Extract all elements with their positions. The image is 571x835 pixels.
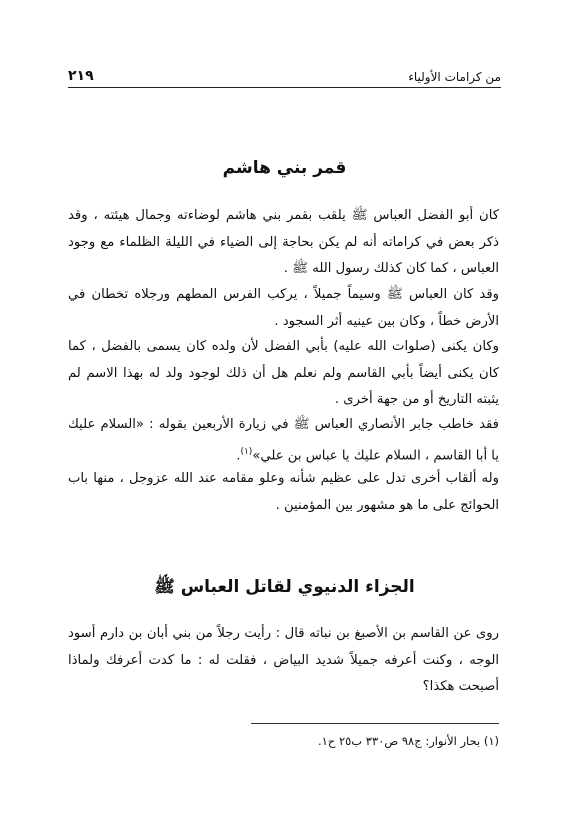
paragraph: روى عن القاسم بن الأصبغ بن نباته قال : رأيت رجلاً من بني أبان بن دارم أسود الوجه ، وكنت أعرفه جميلاً شديد البياض ، فقلت له : ما كدت أعرفك ولماذا أصبحت هكذا؟ xyxy=(68,626,499,694)
page-number: ٢١٩ xyxy=(68,68,94,84)
page-header xyxy=(68,58,501,88)
footnote-reference[interactable]: (١) xyxy=(240,446,253,457)
paragraph-text: فقد خاطب جابر الأنصاري العباس ﷺ في زيارة الأربعين بقوله : «السلام عليك يا أبا القاسم ، السلام عليك يا عباس بن علي» xyxy=(68,417,499,463)
paragraph: وكان يكنى (صلوات الله عليه) بأبي الفضل لأن ولده كان يسمى بالفضل ، كما كان يكنى أيضاً بأبي القاسم ولم نعلم هل أن ذلك لوجود ولد له بهذا الاسم لم يثبته التاريخ أو من جهة أخرى . xyxy=(68,339,499,407)
running-title: من كرامات الأولياء xyxy=(408,70,501,84)
paragraph: كان أبو الفضل العباس ﷺ يلقب بقمر بني هاشم لوضاءته وجمال هيئته ، وقد ذكر بعض في كراماته أنه لم يكن بحاجة إلى الضياء في الليلة الظلماء مع وجود العباس ، كما كان كذلك رسول الله ﷺ . xyxy=(68,208,499,276)
paragraph-with-footnote: فقد خاطب جابر الأنصاري العباس ﷺ في زيارة الأربعين بقوله : «السلام عليك يا أبا القاسم ، السلام عليك يا عباس بن علي»$^{(١)}$. xyxy=(68,417,499,463)
section-title-moon-of-bani-hashim: قمر بني هاشم xyxy=(222,158,347,178)
section-title-worldly-punishment: الجزاء الدنيوي لقاتل العباس ﷺ xyxy=(154,577,415,597)
footnote-divider xyxy=(251,723,499,724)
footnote: (١) بحار الأنوار: ج٩٨ ص٣٣٠ ب٢٥ ح١. xyxy=(318,734,499,748)
paragraph: وقد كان العباس ﷺ وسيماً جميلاً ، يركب الفرس المطهم ورجلاه تخطان في الأرض خطاً ، وكان بين عينيه أثر السجود . xyxy=(68,287,499,329)
paragraph: وله ألقاب أخرى تدل على عظيم شأنه وعلو مقامه عند الله عزوجل ، منها باب الحوائج على ما هو مشهور بين المؤمنين . xyxy=(68,471,499,513)
